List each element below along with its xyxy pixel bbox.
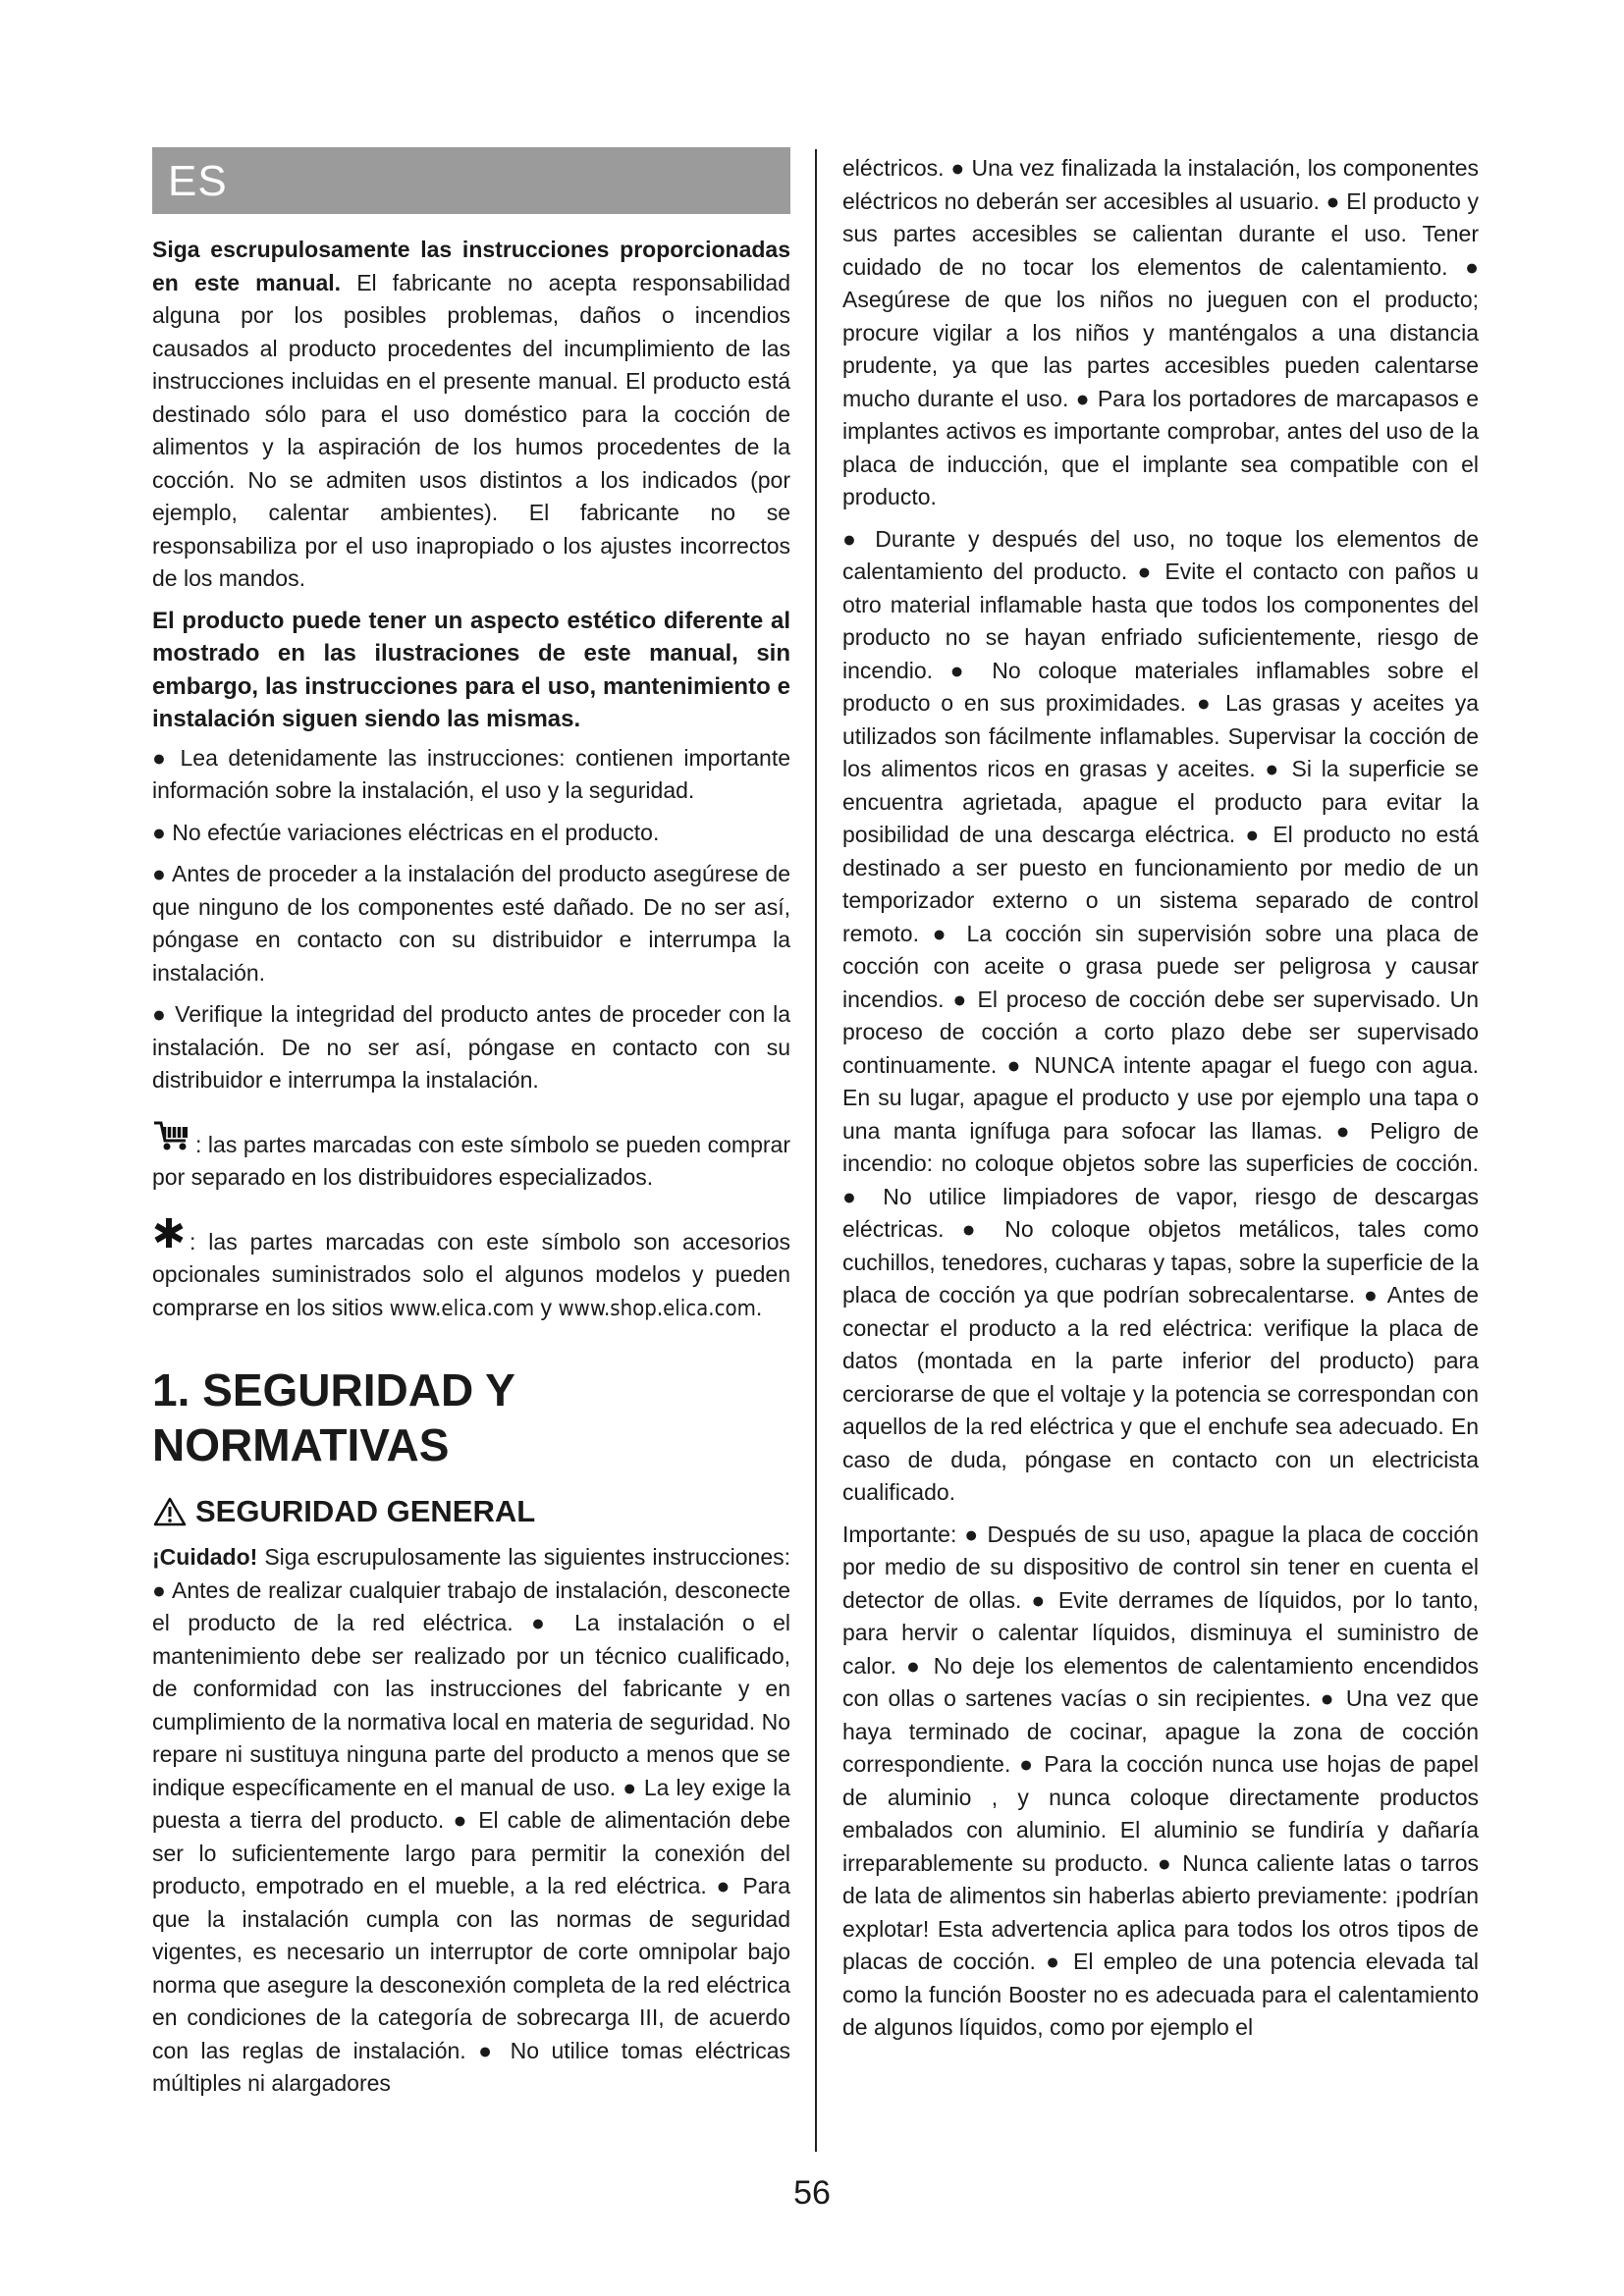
right-paragraph-3: Importante: ● Después de su uso, apague la placa de cocción por medio de su dispositivo de control sin tener en cuenta el detector de ollas. ● Evite derrames de líquidos, por lo tanto, para hervir o calentar líquidos, disminuya el suministro de calor. ● No deje los elementos de calentamiento encendidos con ollas o sartenes vacías o sin recipientes. ● Una vez que haya terminado de cocinar, apague la zona de cocción correspondiente. ● Para la cocción nunca use hojas de papel de aluminio , y nunca coloque directamente productos embalados con aluminio. El aluminio se fundiría y dañaría irreparablemente su producto. ● Nunca caliente latas o tarros de lata de alimentos sin haberlas abierto previamente: ¡podrían explotar! Esta advertencia aplica para todos los otros tipos de placas de cocción. ● El empleo de una potencia elevada tal como la función Booster no es adecuada para el calentamiento de algunos líquidos, como por ejemplo el: [842, 1521, 1479, 2040]
column-divider: [815, 149, 817, 2152]
sentence-end: .: [755, 1294, 763, 1320]
warning-triangle-icon: [152, 1496, 188, 1527]
bullet-read-instructions: ● Lea detenidamente las instrucciones: contienen importante información sobre la instalación, el uso y la seguridad.: [152, 744, 790, 803]
right-column: [842, 152, 1479, 2054]
subsection-title: SEGURIDAD GENERAL: [195, 1494, 536, 1528]
intro-text: El fabricante no acepta responsabilidad alguna por los posibles problemas, daños o incendios causados al producto procedentes del incumplimiento de las instrucciones incluidas en el presente manual. El producto está destinado sólo para el uso doméstico para la cocción de alimentos y la aspiración de los humos procedentes de la cocción. No se admiten usos distintos a los indicados (por ejemplo, calentar ambientes). El fabricante no se responsabiliza por el uso inapropiado o los ajustes incorrectos de los mandos.: [152, 269, 790, 591]
language-header-bar: [152, 147, 790, 214]
shop-elica-url: www.shop.elica.com: [558, 1296, 756, 1321]
subsection-heading: [152, 1492, 790, 1531]
bullet-no-electrical-changes: ● No efectúe variaciones eléctricas en el producto.: [152, 819, 660, 845]
bullet-verify-integrity: ● Verifique la integridad del producto antes de proceder con la instalación. De no ser así, póngase en contacto con su distribuidor e interrumpa la instalación.: [152, 1001, 790, 1093]
bullet-check-components: ● Antes de proceder a la instalación del producto asegúrese de que ninguno de los componentes esté dañado. De no ser así, póngase en contacto con su distribuidor e interrumpa la instalación.: [152, 861, 790, 986]
general-safety-paragraph: [152, 1541, 790, 2101]
caution-lead: ¡Cuidado!: [152, 1544, 258, 1570]
intro-bold-lead: Siga escrupulosamente las instrucciones proporcionadas en este manual.: [152, 237, 790, 295]
asterisk-symbol-note: [152, 1216, 790, 1326]
left-column: [152, 147, 790, 2109]
general-safety-text: Siga escrupulosamente las siguientes instrucciones: ● Antes de realizar cualquier trabajo de instalación, desconecte el producto de la red eléctrica. ● La instalación o el mantenimiento debe ser realizado por un técnico cualificado, de conformidad con las instrucciones del fabricante y en cumplimiento de la normativa local en materia de seguridad. No repare ni sustituya ninguna parte del producto a menos que se indique específicamente en el manual de uso. ● La ley exige la puesta a tierra del producto. ● El cable de alimentación debe ser lo suficientemente largo para permitir la conexión del producto, empotrado en el mueble, a la red eléctrica. ● Para que la instalación cumpla con las normas de seguridad vigentes, es necesario un interruptor de corte omnipolar bajo norma que asegure la desconexión completa de la red eléctrica en condiciones de la categoría de sobrecarga III, de acuerdo con las reglas de instalación. ● No utilice tomas eléctricas múltiples ni alargadores: [152, 1544, 790, 2096]
right-paragraph-2: ● Durante y después del uso, no toque los elementos de calentamiento del producto. ● Evite el contacto con paños u otro material inflamable hasta que todos los componentes del producto no se hayan enfriado suficientemente, riesgo de incendio. ● No coloque materiales inflamables sobre el producto o en sus proximidades. ● Las grasas y aceites ya utilizados son fácilmente inflamables. Supervisar la cocción de los alimentos ricos en grasas y aceites. ● Si la superficie se encuentra agrietada, apague el producto para evitar la posibilidad de una descarga eléctrica. ● El producto no está destinado a ser puesto en funcionamiento por medio de un temporizador externo o un sistema separado de control remoto. ● La cocción sin supervisión sobre una placa de cocción con aceite o grasa puede ser peligrosa y causar incendios. ● El proceso de cocción debe ser supervisado. Un proceso de cocción a corto plazo debe ser supervisado continuamente. ● NUNCA intente apagar el fuego con agua. En su lugar, apague el producto y use por ejemplo una tapa o una manta ignífuga para sofocar las llamas. ● Peligro de incendio: no coloque objetos sobre las superficies de cocción. ● No utilice limpiadores de vapor, riesgo de descargas eléctricas. ● No coloque objetos metálicos, tales como cuchillos, tenedores, cucharas y tapas, sobre la superficie de la placa de cocción ya que podrían sobrecalentarse. ● Antes de conectar el producto a la red eléctrica: verifique la placa de datos (montada en la parte inferior del producto) para cerciorarse de que el voltaje y la potencia se correspondan con aquellos de la red eléctrica y que el enchufe sea adecuado. En caso de duda, póngase en contacto con un electricista cualificado.: [842, 525, 1479, 1505]
cart-symbol-text: : las partes marcadas con este símbolo se pueden comprar por separado en los distribuidores especializados.: [152, 1131, 790, 1190]
elica-url: www.elica.com: [389, 1296, 535, 1321]
shopping-cart-icon: [152, 1119, 191, 1162]
page-number: 56: [793, 2174, 831, 2212]
aesthetic-note: El producto puede tener un aspecto estético diferente al mostrado en las ilustraciones de este manual, sin embargo, las instrucciones para el uso, mantenimiento e instalación siguen siendo las mismas.: [152, 607, 790, 732]
asterisk-symbol-text: : las partes marcadas con este símbolo son accesorios opcionales suministrados solo el algunos modelos y pueden comprarse en los sitios: [152, 1228, 790, 1320]
asterisk-icon: [152, 1216, 186, 1259]
section-title: 1. SEGURIDAD Y NORMATIVAS: [152, 1364, 514, 1470]
cart-symbol-note: [152, 1119, 790, 1195]
language-tag: ES: [168, 157, 228, 205]
intro-paragraph: [152, 234, 790, 596]
right-paragraph-1: eléctricos. ● Una vez finalizada la instalación, los componentes eléctricos no deberán ser accesibles al usuario. ● El producto y sus partes accesibles se calientan durante el uso. Tener cuidado de no tocar los elementos de calentamiento. ● Asegúrese de que los niños no jueguen con el producto; procure vigilar a los niños y manténgalos a una distancia prudente, ya que las partes accesibles pueden calentarse mucho durante el uso. ● Para los portadores de marcapasos e implantes activos es importante comprobar, antes del uso de la placa de inducción, que el implante sea compatible con el producto.: [842, 155, 1479, 509]
url-conjunction: y: [534, 1294, 559, 1320]
